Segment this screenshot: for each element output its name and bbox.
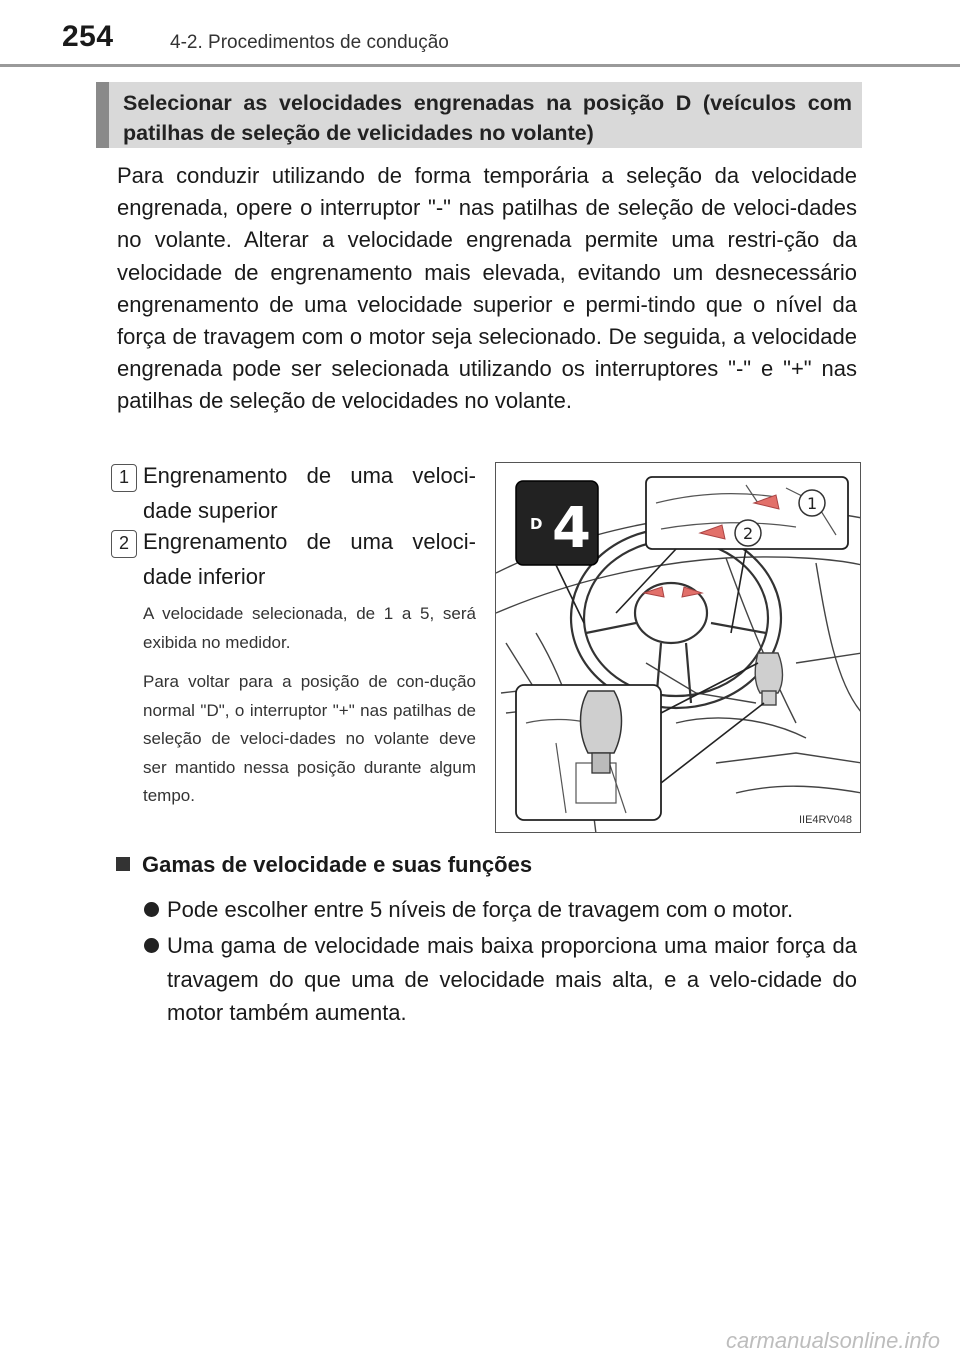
figure-code: IIE4RV048 (798, 814, 852, 826)
bullet-text-2: Uma gama de velocidade mais baixa proporciona uma maior força da travagem do que uma de velocidade mais alta, e a velo-cidade do motor também aumenta. (167, 933, 857, 1025)
note-return-to-d: Para voltar para a posição de con-dução normal "D", o interruptor "+" nas patilhas de seleção de veloci-dades no volante deve ser mantido nessa posição durante algum tempo. (143, 672, 476, 806)
callout-1: 1 (807, 494, 818, 513)
item-text-2: Engrenamento de uma veloci-dade inferior (143, 529, 476, 589)
bullet-dot-icon (144, 938, 159, 953)
item-number-1: 1 (111, 464, 137, 492)
callout-2: 2 (743, 524, 754, 543)
display-gear-letter: D (530, 515, 543, 533)
subsection-title: Gamas de velocidade e suas funções (142, 852, 533, 877)
item-number-2: 2 (111, 530, 137, 558)
steering-paddle-illustration (495, 462, 861, 833)
intro-paragraph: Para conduzir utilizando de forma temporária a seleção da velocidade engrenada, opere o interruptor "-" nas patilhas de seleção de veloci-dades no volante. Alterar a velocidade engrenada permite uma restri-ção da velocidade de engrenamento mais elevada, evitando um desnecessário engrenamento de uma velocidade superior e permi-tindo que o nível da força de travagem com o motor seja selecionado. De seguida, a velocidade engrenada pode ser selecionada utilizando os interruptores "-" e "+" nas patilhas de seleção de velocidades no volante. (117, 163, 857, 414)
page-number: 254 (62, 20, 114, 53)
item-text-1: Engrenamento de uma veloci-dade superior (143, 463, 476, 523)
display-gear-digit: 4 (552, 496, 591, 561)
note-display-range: A velocidade selecionada, de 1 a 5, será exibida no medidor. (143, 604, 476, 652)
chapter-title: 4-2. Procedimentos de condução (170, 32, 449, 53)
section-heading: Selecionar as velocidades engrenadas na posição D (veículos com patilhas de seleção de velicidades no volante) (96, 82, 862, 148)
square-bullet-icon (116, 857, 130, 871)
subsection-heading (116, 852, 532, 878)
illustration-drawing (496, 463, 861, 833)
watermark: carmanualsonline.info (725, 1328, 940, 1353)
bullet-text-1: Pode escolher entre 5 níveis de força de travagem com o motor. (167, 897, 794, 922)
header-rule (0, 64, 960, 67)
bullet-dot-icon (144, 902, 159, 917)
